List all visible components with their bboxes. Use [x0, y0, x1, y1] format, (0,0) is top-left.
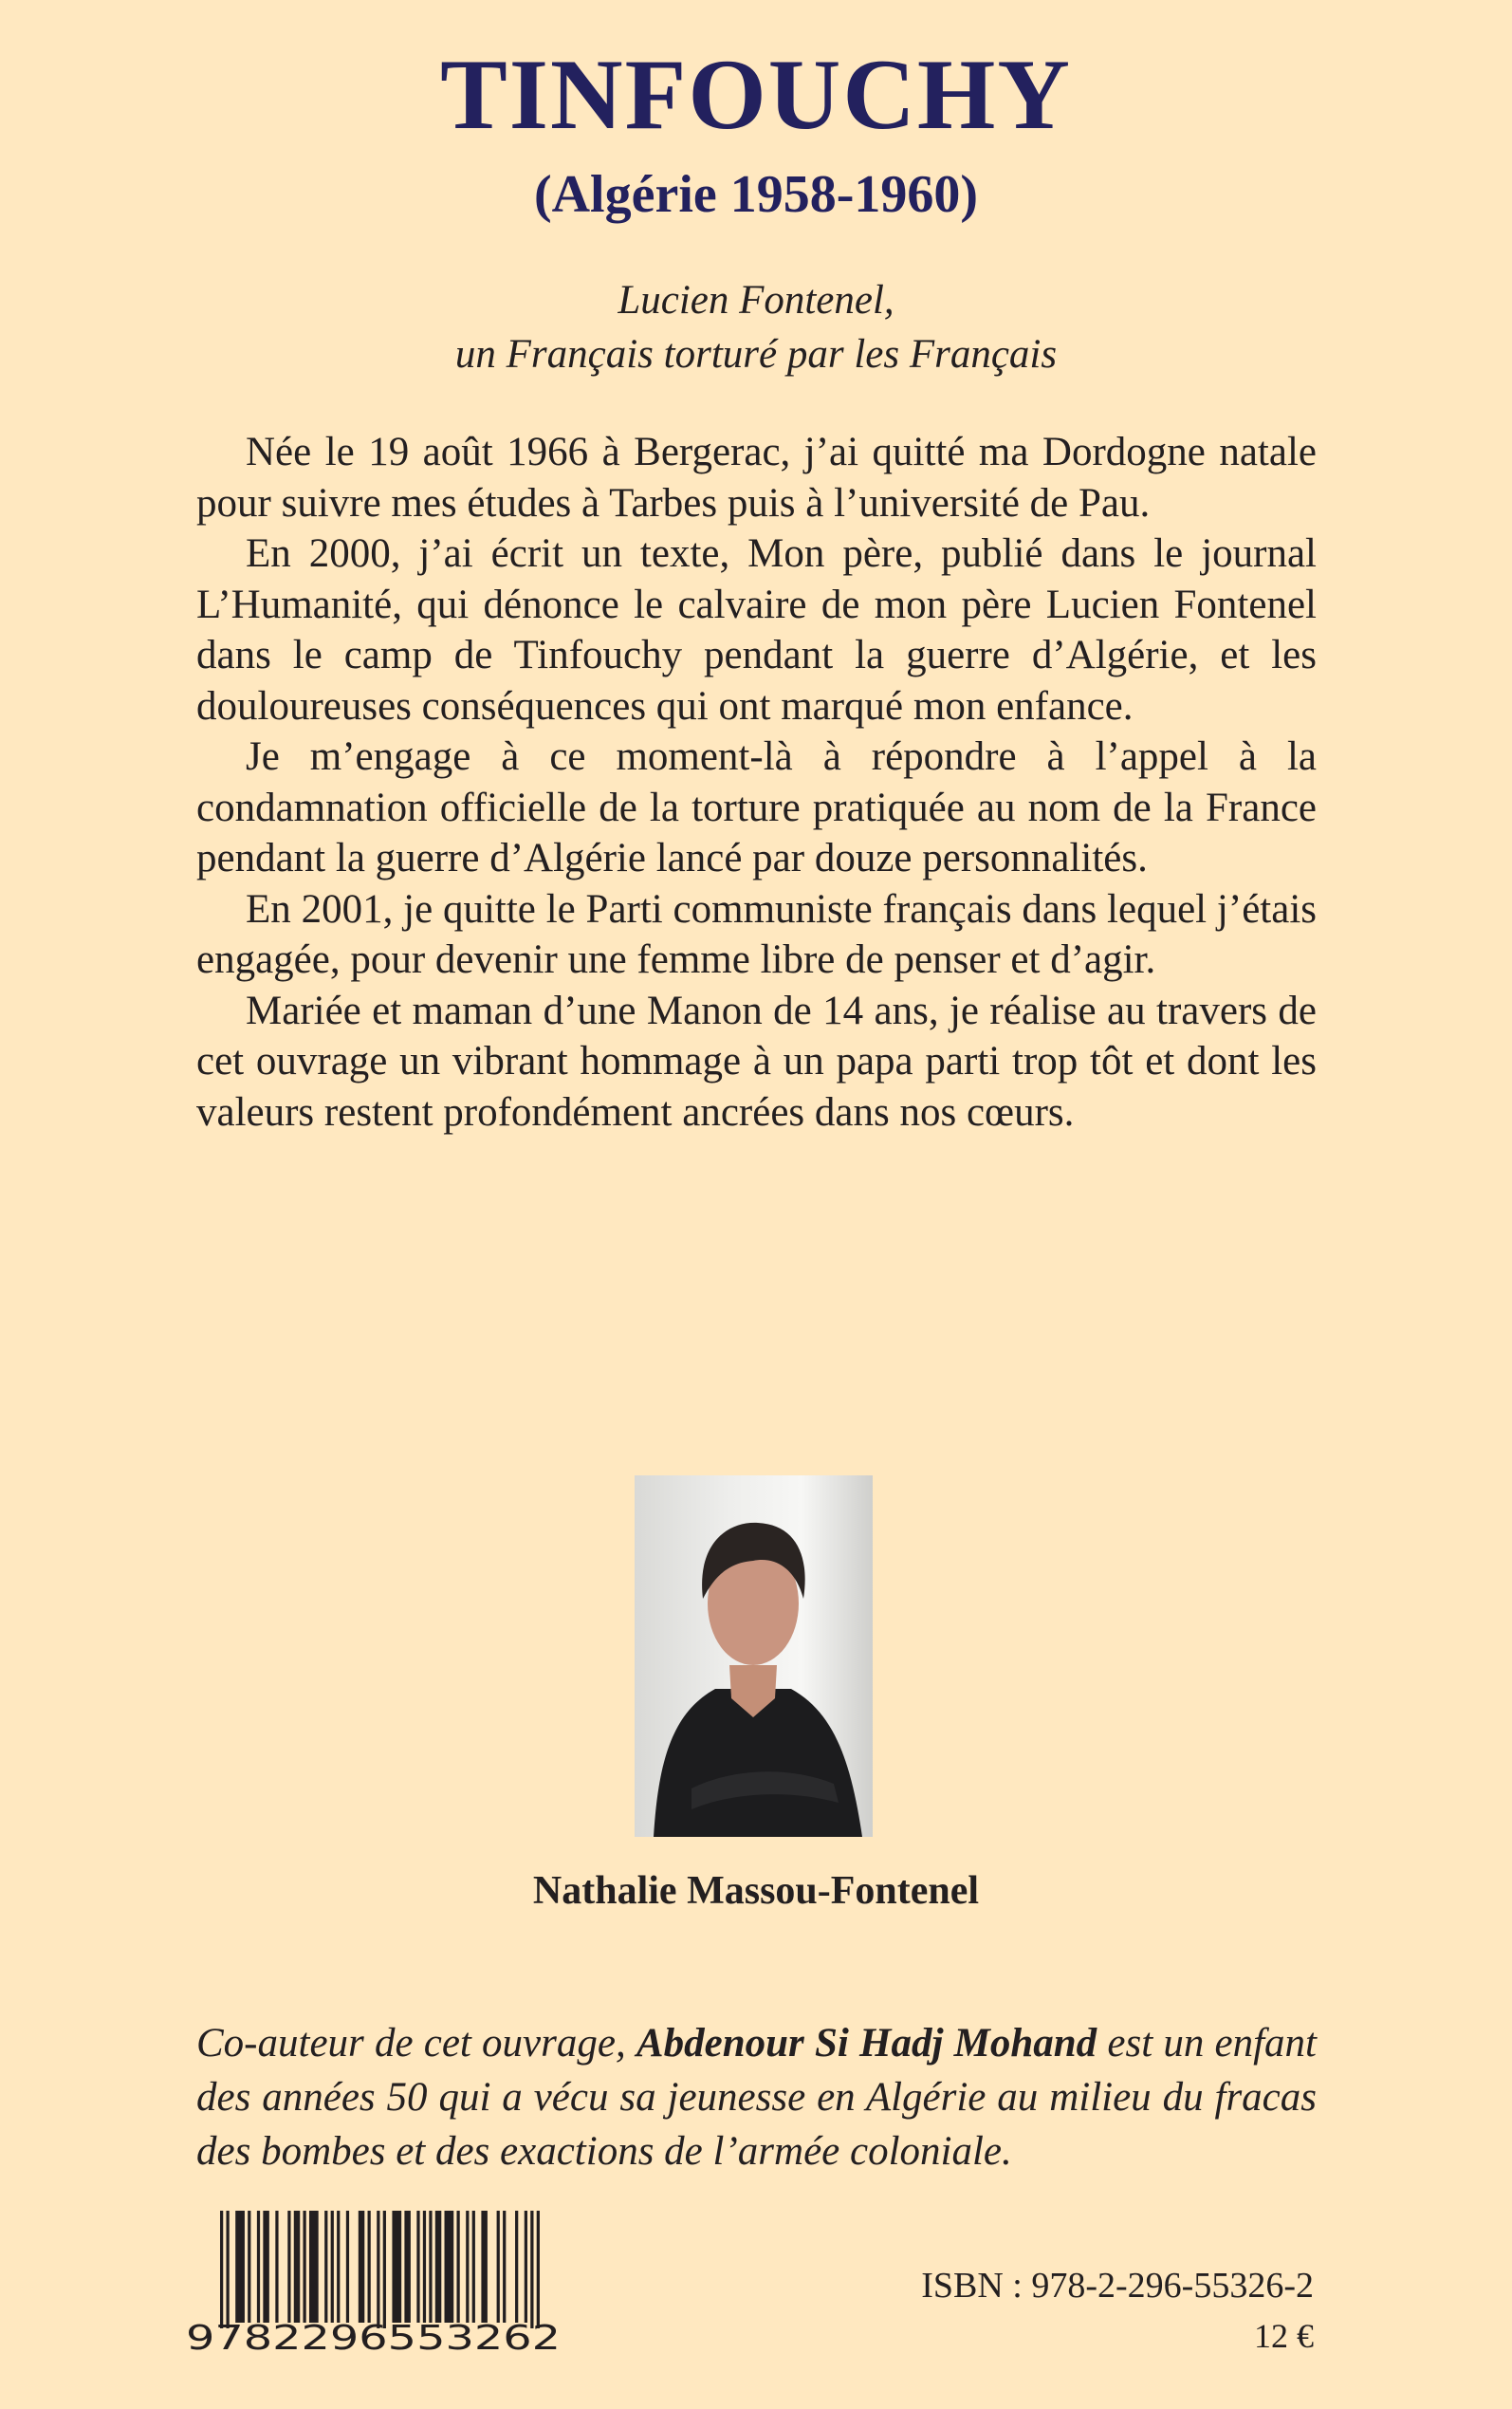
coauthor-name: Abdenour Si Hadj Mohand	[636, 2021, 1097, 2066]
paragraph: En 2001, je quitte le Parti communiste français dans lequel j’étais engagée, pour devenir une femme libre de penser et d’agir.	[196, 886, 1317, 982]
paragraph: Je m’engage à ce moment-là à répondre à l’appel à la condamnation officielle de la torture pratiquée au nom de la France pendant la guerre d’Algérie lancé par douze personnalités.	[196, 734, 1317, 880]
barcode-bar	[275, 2211, 278, 2323]
barcode-bar	[257, 2211, 260, 2323]
author-photo	[635, 1475, 873, 1837]
barcode-bar	[309, 2211, 319, 2323]
tagline-line-2: un Français torturé par les Français	[454, 332, 1058, 377]
paragraph: En 2000, j’ai écrit un texte, Mon père, publié dans le journal L’Humanité, qui dénonce le calvaire de mon père Lucien Fontenel dans le camp de Tinfouchy pendant la guerre d’Algérie, et les douloureuses conséquences qui ont marqué mon enfance.	[196, 531, 1317, 729]
barcode-bar	[456, 2211, 459, 2323]
isbn: ISBN : 978-2-296-55326-2	[921, 2266, 1314, 2306]
barcode-bar	[368, 2211, 371, 2323]
barcode-bar	[248, 2211, 250, 2323]
barcode-bar	[346, 2211, 349, 2323]
paragraph: Née le 19 août 1966 à Bergerac, j’ai quitté ma Dordogne natale pour suivre mes études à Tarbes puis à l’université de Pau.	[196, 430, 1317, 526]
tagline-line-1: Lucien Fontenel,	[618, 278, 894, 323]
price: 12 €	[1254, 2317, 1314, 2355]
barcode-bar	[359, 2211, 364, 2323]
barcode-bar	[472, 2211, 475, 2323]
barcode-bar	[429, 2211, 432, 2323]
barcode-bar	[466, 2211, 469, 2323]
book-title: TINFOUCHY	[440, 39, 1072, 150]
barcode	[180, 2211, 569, 2353]
barcode-bar	[416, 2211, 419, 2323]
barcode-bar	[331, 2211, 334, 2323]
barcode-bar	[525, 2211, 527, 2323]
barcode-bar	[303, 2211, 305, 2323]
barcode-bar	[497, 2211, 500, 2323]
barcode-bar	[263, 2211, 268, 2323]
coauthor-prefix: Co-auteur de cet ouvrage,	[196, 2021, 636, 2066]
barcode-bar	[294, 2211, 300, 2323]
barcode-digits: 9782296553262	[186, 2319, 561, 2353]
author-portrait-illustration	[635, 1475, 873, 1837]
barcode-bar	[481, 2211, 487, 2323]
barcode-bar	[435, 2211, 441, 2323]
barcode-bar	[392, 2211, 401, 2323]
paragraph: Mariée et maman d’une Manon de 14 ans, je réalise au travers de cet ouvrage un vibrant hommage à un papa parti trop tôt et dont les valeurs restent profondément ancrées dans nos cœurs.	[196, 988, 1317, 1135]
coauthor-suffix: est un enfant des années 50 qui a vécu sa jeunesse en Algérie au milieu du fracas des bombes et des exactions de l’armée coloniale.	[196, 2021, 1318, 2174]
barcode-bar	[515, 2211, 518, 2323]
barcode-bar	[324, 2211, 327, 2323]
barcode-bar	[287, 2211, 290, 2323]
book-subtitle: (Algérie 1958-1960)	[533, 165, 979, 224]
coauthor-paragraph	[196, 2016, 1317, 2178]
back-cover-text	[196, 427, 1317, 1138]
barcode-bar	[423, 2211, 426, 2323]
barcode-bar	[337, 2211, 340, 2323]
barcode-bar	[445, 2211, 454, 2323]
barcode-bar	[235, 2211, 245, 2323]
author-name: Nathalie Massou-Fontenel	[532, 1869, 980, 1913]
barcode-bar	[404, 2211, 410, 2323]
tagline	[0, 273, 1512, 381]
barcode-bar	[503, 2211, 506, 2323]
